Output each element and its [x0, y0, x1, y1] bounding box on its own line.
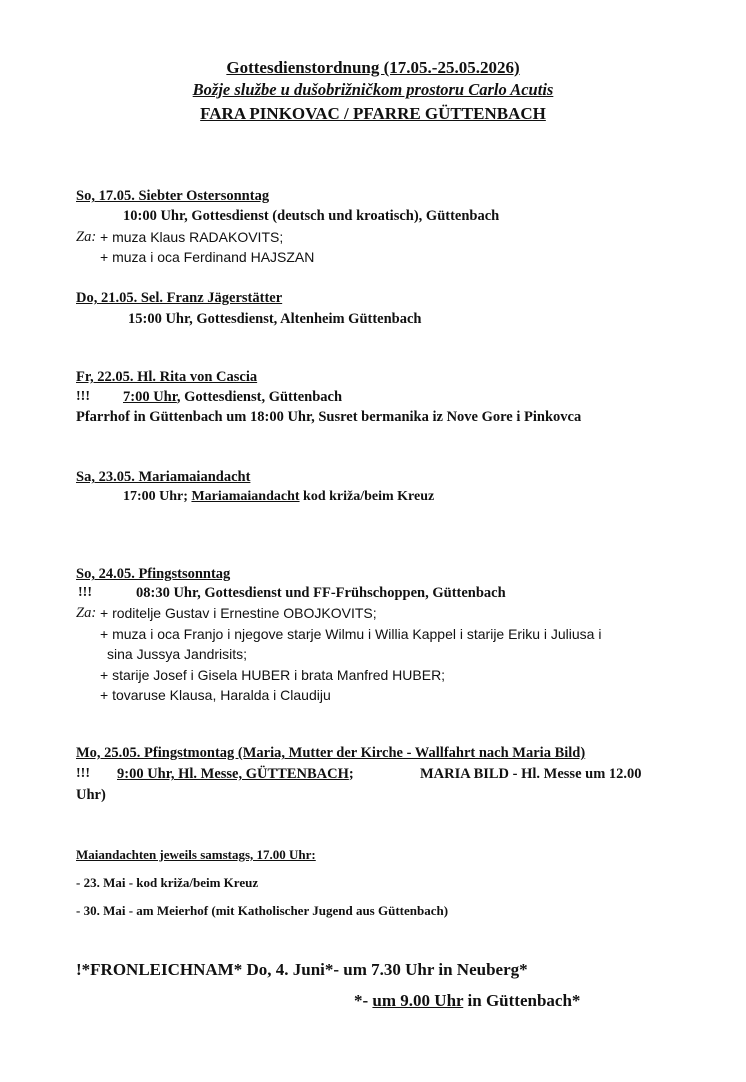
service-line-continued: Uhr)	[76, 787, 106, 803]
intention-line: + muza Klaus RADAKOVITS;	[100, 229, 284, 245]
intention-line: + tovaruse Klausa, Haralda i Claudiju	[100, 687, 331, 703]
separator: ;	[348, 766, 354, 782]
day-heading-6: Mo, 25.05. Pfingstmontag (Maria, Mutter der Kirche - Wallfahrt nach Maria Bild)	[76, 745, 586, 761]
service-text: kod križa/beim Kreuz	[299, 489, 435, 504]
maiandacht-item: - 23. Mai - kod križa/beim Kreuz	[76, 875, 259, 890]
service-time: 17:00 Uhr;	[123, 489, 192, 504]
fronleichnam-line: !*FRONLEICHNAM* Do, 4. Juni*- um 7.30 Uhr in Neuberg*	[76, 960, 528, 979]
day-heading-3: Fr, 22.05. Hl. Rita von Cascia	[76, 369, 258, 385]
parish-name: FARA PINKOVAC / PFARRE GÜTTENBACH	[200, 104, 546, 123]
fronleichnam-prefix: *-	[354, 991, 373, 1010]
event-line: Pfarrhof in Güttenbach um 18:00 Uhr, Susret bermanika iz Nove Gore i Pinkovca	[76, 409, 582, 425]
maiandacht-item: - 30. Mai - am Meierhof (mit Katholischer Jugend aus Güttenbach)	[76, 903, 449, 918]
document-title: Gottesdienstordnung (17.05.-25.05.2026)	[226, 58, 520, 77]
service-text: 9:00 Uhr, Hl. Messe, GÜTTENBACH	[117, 766, 349, 782]
fronleichnam-line	[354, 991, 580, 1011]
service-line: 10:00 Uhr, Gottesdienst (deutsch und kroatisch), Güttenbach	[123, 208, 500, 224]
day-heading-1: So, 17.05. Siebter Ostersonntag	[76, 188, 270, 204]
service-text: , Gottesdienst, Güttenbach	[176, 389, 343, 405]
attention-marker: !!!	[78, 585, 92, 600]
attention-marker: !!!	[76, 389, 90, 404]
service-line	[123, 489, 434, 505]
intention-line: + muza i oca Ferdinand HAJSZAN	[100, 249, 315, 265]
za-label: Za:	[76, 605, 97, 621]
service-line	[117, 766, 354, 783]
attention-marker: !!!	[76, 766, 90, 781]
intention-line: + roditelje Gustav i Ernestine OBOJKOVITS;	[100, 605, 377, 621]
za-label: Za:	[76, 229, 97, 245]
service-line: 15:00 Uhr, Gottesdienst, Altenheim Güttenbach	[128, 311, 422, 327]
day-heading-2: Do, 21.05. Sel. Franz Jägerstätter	[76, 290, 283, 306]
day-heading-5: So, 24.05. Pfingstsonntag	[76, 566, 231, 582]
intention-line: sina Jussya Jandrisits;	[107, 646, 248, 662]
service-line	[123, 389, 342, 406]
maiandachten-heading: Maiandachten jeweils samstags, 17.00 Uhr:	[76, 847, 316, 862]
intention-line: + starije Josef i Gisela HUBER i brata Manfred HUBER;	[100, 667, 446, 683]
service-event: Mariamaiandacht	[191, 489, 300, 504]
intention-line: + muza i oca Franjo i njegove starje Wilmu i Willia Kappel i starije Eriku i Juliusa i	[100, 626, 602, 642]
service-time: 7:00 Uhr	[123, 389, 177, 405]
day-heading-4: Sa, 23.05. Mariamaiandacht	[76, 469, 251, 485]
fronleichnam-time: um 9.00 Uhr	[372, 991, 464, 1010]
fronleichnam-place: in Güttenbach*	[463, 991, 581, 1010]
service-line: 08:30 Uhr, Gottesdienst und FF-Frühschoppen, Güttenbach	[136, 585, 506, 601]
document-subtitle: Božje službe u dušobrižničkom prostoru Carlo Acutis	[192, 80, 554, 99]
service-line: MARIA BILD - Hl. Messe um 12.00	[420, 766, 642, 782]
